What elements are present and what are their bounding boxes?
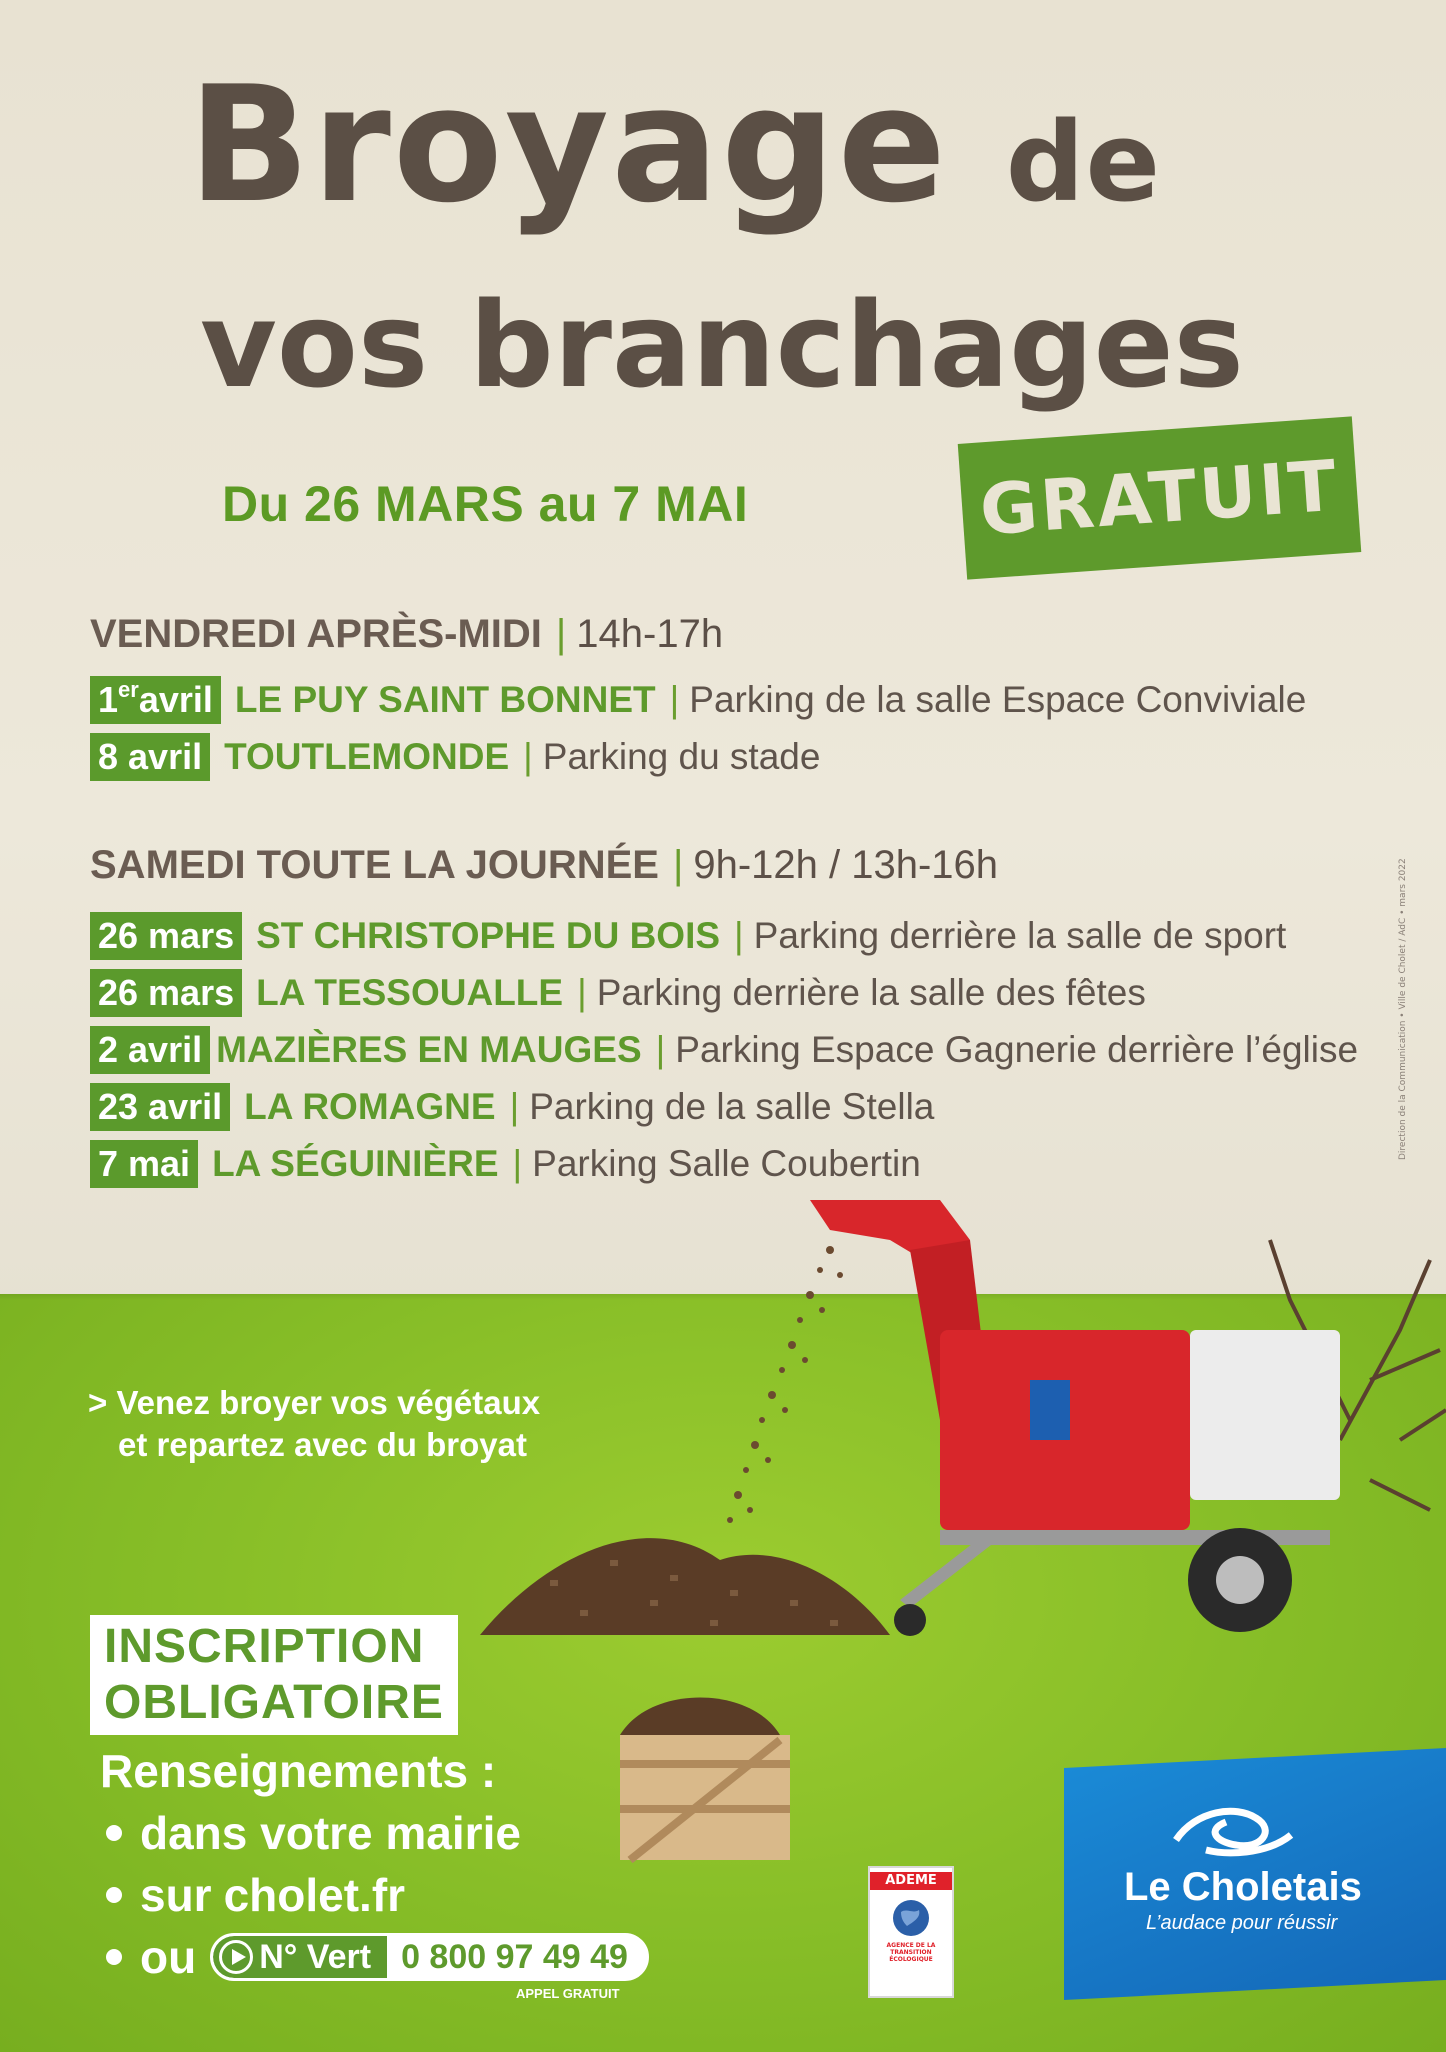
info-item-phone xyxy=(100,1926,649,1988)
date-badge: 23 avril xyxy=(90,1083,230,1131)
bullet-icon xyxy=(106,1887,122,1903)
schedule-row xyxy=(90,910,1286,962)
title-word-de: de xyxy=(1005,98,1162,226)
bullet-icon xyxy=(106,1825,122,1841)
location: Parking de la salle Stella xyxy=(529,1086,935,1127)
separator: | xyxy=(512,1143,523,1184)
date-badge: 26 mars xyxy=(90,912,242,960)
chip-stream xyxy=(727,1246,843,1523)
date-badge: 26 mars xyxy=(90,969,242,1017)
separator: | xyxy=(577,972,587,1013)
date-badge: 2 avril xyxy=(90,1026,210,1074)
promo-line-1: > Venez broyer vos végétaux xyxy=(88,1384,541,1421)
town-name: LA ROMAGNE xyxy=(244,1086,496,1127)
date-day: 1 xyxy=(98,679,119,720)
promo-line-2: et repartez avec du broyat xyxy=(118,1426,527,1463)
gratuit-label: GRATUIT xyxy=(977,444,1342,552)
town-name: LE PUY SAINT BONNET xyxy=(234,679,656,720)
location: Parking derrière la salle des fêtes xyxy=(596,972,1146,1013)
jockey-wheel xyxy=(894,1604,926,1636)
inscription-line-2: OBLIGATOIRE xyxy=(104,1676,444,1729)
schedule-row xyxy=(90,1081,934,1133)
choletais-tagline: L’audace pour réussir xyxy=(1146,1912,1338,1934)
separator: | xyxy=(655,1029,666,1070)
friday-heading-label: VENDREDI APRÈS-MIDI xyxy=(90,612,542,656)
bullet-icon xyxy=(106,1949,122,1965)
friday-hours: 14h-17h xyxy=(576,612,724,656)
website-link[interactable]: cholet.fr xyxy=(223,1869,406,1921)
location: Parking de la salle Espace Conviviale xyxy=(689,679,1307,720)
info-item-label: sur xyxy=(140,1869,212,1921)
location: Parking derrière la salle de sport xyxy=(753,915,1287,956)
separator: | xyxy=(555,612,567,656)
schedule-row xyxy=(90,674,1306,726)
title-word-broyage: Broyage xyxy=(188,51,949,238)
globe-icon xyxy=(891,1898,931,1938)
saturday-heading-label: SAMEDI TOUTE LA JOURNÉE xyxy=(90,843,659,887)
date-badge: 7 mai xyxy=(90,1140,198,1188)
friday-heading xyxy=(90,612,723,657)
separator: | xyxy=(734,915,744,956)
separator: | xyxy=(672,843,684,887)
separator: | xyxy=(669,679,680,720)
separator: | xyxy=(509,1086,520,1127)
ademe-subtitle: AGENCE DE LA TRANSITION ÉCOLOGIQUE xyxy=(886,1942,936,1963)
info-block xyxy=(100,1740,649,1988)
appel-gratuit-label: APPEL GRATUIT xyxy=(516,1986,620,2001)
date-month: avril xyxy=(138,679,213,720)
ademe-name: ADEME xyxy=(870,1872,952,1890)
location: Parking Salle Coubertin xyxy=(532,1143,921,1184)
info-item-mairie xyxy=(100,1802,649,1864)
numero-vert-badge[interactable] xyxy=(210,1933,649,1981)
gratuit-badge xyxy=(958,416,1362,579)
chipper-logo-sticker xyxy=(1030,1380,1070,1440)
town-name: MAZIÈRES EN MAUGES xyxy=(216,1029,642,1070)
credit-line: Direction de la Communication • Ville de Cholet / AdC • mars 2022 xyxy=(1398,858,1408,1160)
chipper-engine-cover xyxy=(1190,1330,1340,1500)
ademe-logo xyxy=(868,1866,954,1998)
chipper-hub xyxy=(1216,1556,1264,1604)
title-line-2: vos branchages xyxy=(200,276,1244,414)
numero-vert-label: N° Vert xyxy=(259,1938,372,1976)
town-name: LA TESSOUALLE xyxy=(256,972,564,1013)
date-label: 8 avril xyxy=(98,736,203,777)
choletais-logo-icon xyxy=(1166,1800,1306,1860)
schedule-row xyxy=(90,967,1146,1019)
location: Parking Espace Gagnerie derrière l’église xyxy=(675,1029,1359,1070)
date-badge xyxy=(90,733,210,781)
phone-number[interactable]: 0 800 97 49 49 xyxy=(401,1938,628,1976)
town-name: ST CHRISTOPHE DU BOIS xyxy=(256,915,721,956)
separator: | xyxy=(523,736,533,777)
saturday-hours: 9h-12h / 13h-16h xyxy=(693,843,999,887)
date-range: Du 26 MARS au 7 MAI xyxy=(222,476,749,532)
crate-chips xyxy=(620,1698,780,1736)
choletais-name: Le Choletais xyxy=(1124,1865,1362,1909)
town-name: TOUTLEMONDE xyxy=(224,736,510,777)
saturday-heading xyxy=(90,843,998,888)
date-sup: er xyxy=(118,677,139,702)
schedule-row xyxy=(90,1024,1358,1076)
info-item-label: dans votre mairie xyxy=(140,1807,521,1859)
play-icon xyxy=(219,1940,253,1974)
info-item-website xyxy=(100,1864,649,1926)
date-badge xyxy=(90,676,221,724)
inscription-box xyxy=(90,1615,458,1735)
inscription-line-1: INSCRIPTION xyxy=(104,1620,425,1673)
title-line-1 xyxy=(188,51,1162,247)
chip-pile xyxy=(480,1538,890,1635)
info-item-label: ou xyxy=(140,1931,197,1983)
schedule-row xyxy=(90,731,820,783)
town-name: LA SÉGUINIÈRE xyxy=(212,1143,499,1184)
info-heading: Renseignements : xyxy=(100,1745,497,1797)
promo-text xyxy=(88,1382,540,1466)
location: Parking du stade xyxy=(542,736,821,777)
numero-vert-label-box xyxy=(213,1936,387,1978)
